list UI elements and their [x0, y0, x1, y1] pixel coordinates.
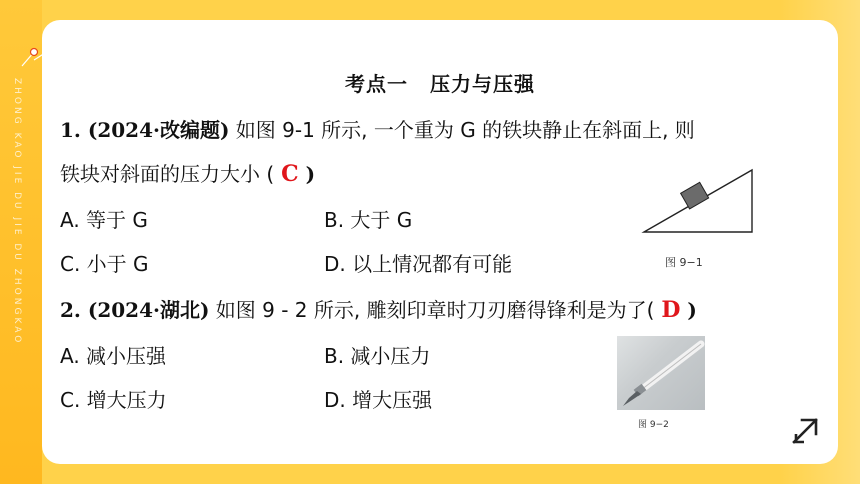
q1-option-d-text: D. 以上情况都有可能	[324, 252, 513, 276]
q1-option-b-text: B. 大于 G	[324, 208, 413, 232]
q1-option-c	[60, 248, 149, 277]
q1-option-d	[324, 248, 512, 277]
figure-9-2-caption: 图 9−2	[638, 420, 669, 430]
q1-line1	[60, 114, 695, 143]
q2-option-d-text: D. 增大压强	[324, 388, 433, 412]
title-part2: 压力与压强	[430, 72, 535, 96]
slide-title	[42, 68, 838, 97]
q1-line2	[60, 158, 315, 187]
q1-answer: C	[281, 161, 299, 187]
q1-text-line2-suffix: )	[305, 162, 316, 186]
figure-9-1-caption: 图 9−1	[665, 256, 703, 269]
q1-text-line2-prefix: 铁块对斜面的压力大小 (	[60, 162, 275, 186]
q2-text-suffix: )	[687, 298, 697, 322]
q2-option-a	[60, 340, 166, 369]
q1-option-c-text: C. 小于 G	[60, 252, 149, 276]
q2-text-prefix: 如图 9 - 2 所示, 雕刻印章时刀刃磨得锋利是为了(	[209, 298, 655, 322]
q2-option-d	[324, 384, 432, 413]
sidebar-vertical-text: ZHONG KAO JIE DU JIE DU ZHONGKAO	[12, 78, 22, 346]
q1-text-line1: 如图 9-1 所示, 一个重为 G 的铁块静止在斜面上, 则	[229, 118, 695, 142]
q2-line1	[60, 294, 697, 323]
q2-answer: D	[661, 297, 681, 323]
q1-option-a-text: A. 等于 G	[60, 208, 148, 232]
q2-option-c-text: C. 增大压力	[60, 388, 167, 412]
q1-option-a	[60, 204, 148, 233]
carving-knife-icon	[617, 336, 705, 410]
q2-option-b-text: B. 减小压力	[324, 344, 431, 368]
title-part1: 考点一	[345, 72, 408, 96]
q2-option-c	[60, 384, 167, 413]
figure-9-2-photo	[617, 336, 705, 410]
q1-number: 1.	[60, 118, 81, 142]
expand-arrow-icon[interactable]	[788, 414, 822, 448]
figure-9-1-incline	[640, 164, 756, 268]
q2-number: 2.	[60, 298, 81, 322]
q1-source: (2024·改编题)	[87, 118, 230, 142]
q2-option-b	[324, 340, 430, 369]
q1-option-b	[324, 204, 412, 233]
q2-source: (2024·湖北)	[87, 298, 210, 322]
q2-option-a-text: A. 减小压强	[60, 344, 167, 368]
